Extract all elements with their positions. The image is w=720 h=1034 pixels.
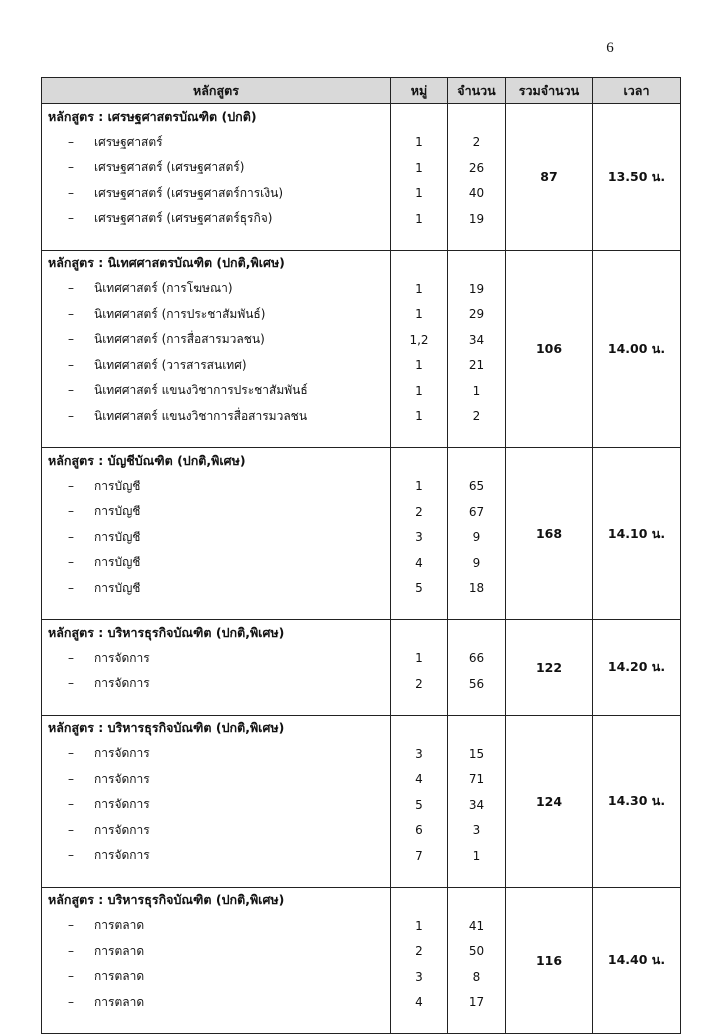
course-name: นิเทศศาสตร์ (การโฆษณา) [94, 281, 233, 296]
empty-cell [391, 620, 448, 646]
dash-bullet: – [68, 478, 74, 493]
count-cell: 15 [448, 741, 506, 767]
count-cell: 9 [448, 550, 506, 576]
count-cell: 19 [448, 276, 506, 302]
group-title-row [42, 250, 681, 276]
section-cell: 1 [391, 474, 448, 500]
section-cell: 2 [391, 499, 448, 525]
empty-cell [448, 448, 506, 474]
course-name: การจัดการ [94, 848, 150, 863]
section-cell: 1 [391, 302, 448, 328]
section-cell: 1 [391, 353, 448, 379]
dash-bullet: – [68, 504, 74, 519]
course-name: การตลาด [94, 943, 145, 958]
count-cell: 3 [448, 818, 506, 844]
course-cell [42, 671, 391, 697]
course-cell [42, 276, 391, 302]
section-cell: 1 [391, 378, 448, 404]
section-cell: 1 [391, 913, 448, 939]
empty-cell [391, 715, 448, 741]
dash-bullet: – [68, 134, 74, 149]
course-cell [42, 378, 391, 404]
dash-bullet: – [68, 994, 74, 1009]
course-name: การจัดการ [94, 797, 150, 812]
group-title-row [42, 715, 681, 741]
section-cell: 3 [391, 964, 448, 990]
count-cell: 2 [448, 130, 506, 156]
course-name: การบัญชี [94, 478, 141, 493]
section-cell: 4 [391, 990, 448, 1016]
course-cell [42, 499, 391, 525]
empty-cell [42, 697, 391, 716]
section-cell: 1 [391, 155, 448, 181]
count-cell: 19 [448, 206, 506, 232]
dash-bullet: – [68, 383, 74, 398]
count-cell: 21 [448, 353, 506, 379]
course-cell [42, 792, 391, 818]
dash-bullet: – [68, 185, 74, 200]
dash-bullet: – [68, 357, 74, 372]
course-name: การบัญชี [94, 555, 141, 570]
course-name: นิเทศศาสตร์ (การประชาสัมพันธ์) [94, 306, 266, 321]
group-title: หลักสูตร : นิเทศศาสตรบัณฑิต (ปกติ,พิเศษ) [42, 250, 391, 276]
course-cell [42, 353, 391, 379]
empty-cell [391, 250, 448, 276]
dash-bullet: – [68, 848, 74, 863]
header-section: หมู่ [391, 78, 448, 104]
count-cell: 50 [448, 939, 506, 965]
course-cell [42, 206, 391, 232]
course-name: นิเทศศาสตร์ (วารสารสนเทศ) [94, 357, 247, 372]
dash-bullet: – [68, 771, 74, 786]
dash-bullet: – [68, 211, 74, 226]
section-cell: 6 [391, 818, 448, 844]
group-title-row [42, 620, 681, 646]
table-body [42, 104, 681, 1034]
section-cell: 1 [391, 404, 448, 430]
empty-cell [391, 448, 448, 474]
section-cell: 7 [391, 843, 448, 869]
page-number: 6 [606, 40, 614, 56]
count-cell: 18 [448, 576, 506, 602]
dash-bullet: – [68, 555, 74, 570]
count-cell: 34 [448, 327, 506, 353]
course-cell [42, 741, 391, 767]
course-cell [42, 818, 391, 844]
course-name: การจัดการ [94, 822, 150, 837]
count-cell: 1 [448, 843, 506, 869]
header-total: รวมจำนวน [506, 78, 593, 104]
course-cell [42, 550, 391, 576]
count-cell: 1 [448, 378, 506, 404]
empty-cell [391, 601, 448, 620]
course-cell [42, 404, 391, 430]
count-cell: 9 [448, 525, 506, 551]
course-name: การจัดการ [94, 650, 150, 665]
empty-cell [391, 429, 448, 448]
empty-cell [448, 620, 506, 646]
course-name: การบัญชี [94, 504, 141, 519]
course-name: การบัญชี [94, 529, 141, 544]
count-cell: 17 [448, 990, 506, 1016]
empty-cell [391, 887, 448, 913]
course-cell [42, 913, 391, 939]
header-count: จำนวน [448, 78, 506, 104]
section-cell: 1 [391, 276, 448, 302]
empty-cell [42, 869, 391, 888]
course-name: นิเทศศาสตร์ แขนงวิชาการสื่อสารมวลชน [94, 408, 308, 423]
course-name: การจัดการ [94, 676, 150, 691]
group-title: หลักสูตร : บริหารธุรกิจบัณฑิต (ปกติ,พิเศษ) [42, 620, 391, 646]
section-cell: 1 [391, 206, 448, 232]
group-time: 14.10 น. [593, 448, 681, 620]
group-total: 106 [506, 250, 593, 448]
course-name: การจัดการ [94, 771, 150, 786]
dash-bullet: – [68, 408, 74, 423]
empty-cell [448, 250, 506, 276]
dash-bullet: – [68, 676, 74, 691]
group-total: 168 [506, 448, 593, 620]
empty-cell [448, 104, 506, 130]
count-cell: 41 [448, 913, 506, 939]
dash-bullet: – [68, 943, 74, 958]
dash-bullet: – [68, 332, 74, 347]
count-cell: 29 [448, 302, 506, 328]
group-time: 14.30 น. [593, 715, 681, 887]
section-cell: 4 [391, 767, 448, 793]
course-cell [42, 181, 391, 207]
schedule-table [41, 77, 681, 1034]
empty-cell [448, 697, 506, 716]
group-time: 14.00 น. [593, 250, 681, 448]
empty-cell [42, 429, 391, 448]
count-cell: 8 [448, 964, 506, 990]
count-cell: 40 [448, 181, 506, 207]
empty-cell [391, 869, 448, 888]
section-cell: 1 [391, 130, 448, 156]
course-cell [42, 843, 391, 869]
section-cell: 3 [391, 525, 448, 551]
empty-cell [448, 232, 506, 251]
group-title: หลักสูตร : บริหารธุรกิจบัณฑิต (ปกติ,พิเศษ) [42, 887, 391, 913]
dash-bullet: – [68, 529, 74, 544]
course-cell [42, 646, 391, 672]
course-name: นิเทศศาสตร์ (การสื่อสารมวลชน) [94, 332, 265, 347]
header-time: เวลา [593, 78, 681, 104]
group-title: หลักสูตร : เศรษฐศาสตรบัณฑิต (ปกติ) [42, 104, 391, 130]
group-total: 122 [506, 620, 593, 716]
dash-bullet: – [68, 969, 74, 984]
group-title-row [42, 104, 681, 130]
dash-bullet: – [68, 918, 74, 933]
dash-bullet: – [68, 797, 74, 812]
count-cell: 71 [448, 767, 506, 793]
course-cell [42, 327, 391, 353]
course-cell [42, 130, 391, 156]
empty-cell [42, 232, 391, 251]
course-cell [42, 525, 391, 551]
count-cell: 66 [448, 646, 506, 672]
empty-cell [391, 104, 448, 130]
count-cell: 34 [448, 792, 506, 818]
course-cell [42, 964, 391, 990]
course-name: นิเทศศาสตร์ แขนงวิชาการประชาสัมพันธ์ [94, 383, 308, 398]
dash-bullet: – [68, 746, 74, 761]
section-cell: 1 [391, 646, 448, 672]
group-time: 13.50 น. [593, 104, 681, 251]
empty-cell [448, 601, 506, 620]
group-title: หลักสูตร : บริหารธุรกิจบัณฑิต (ปกติ,พิเศษ) [42, 715, 391, 741]
section-cell: 5 [391, 792, 448, 818]
course-name: การตลาด [94, 918, 145, 933]
dash-bullet: – [68, 580, 74, 595]
course-name: การจัดการ [94, 746, 150, 761]
course-cell [42, 767, 391, 793]
dash-bullet: – [68, 281, 74, 296]
section-cell: 5 [391, 576, 448, 602]
dash-bullet: – [68, 160, 74, 175]
count-cell: 65 [448, 474, 506, 500]
group-total: 124 [506, 715, 593, 887]
course-name: การบัญชี [94, 580, 141, 595]
section-cell: 2 [391, 671, 448, 697]
course-name: การตลาด [94, 969, 145, 984]
course-name: เศรษฐศาสตร์ [94, 134, 163, 149]
empty-cell [448, 869, 506, 888]
group-title: หลักสูตร : บัญชีบัณฑิต (ปกติ,พิเศษ) [42, 448, 391, 474]
group-title-row [42, 887, 681, 913]
course-cell [42, 939, 391, 965]
course-name: เศรษฐศาสตร์ (เศรษฐศาสตร์) [94, 160, 245, 175]
count-cell: 26 [448, 155, 506, 181]
section-cell: 4 [391, 550, 448, 576]
dash-bullet: – [68, 822, 74, 837]
empty-cell [448, 715, 506, 741]
empty-cell [448, 887, 506, 913]
group-total: 87 [506, 104, 593, 251]
course-cell [42, 155, 391, 181]
header-course: หลักสูตร [42, 78, 391, 104]
empty-cell [42, 601, 391, 620]
group-time: 14.40 น. [593, 887, 681, 1034]
group-title-row [42, 448, 681, 474]
section-cell: 1,2 [391, 327, 448, 353]
count-cell: 56 [448, 671, 506, 697]
section-cell: 1 [391, 181, 448, 207]
dash-bullet: – [68, 650, 74, 665]
course-cell [42, 302, 391, 328]
table-header-row [42, 78, 681, 104]
section-cell: 3 [391, 741, 448, 767]
count-cell: 2 [448, 404, 506, 430]
course-name: เศรษฐศาสตร์ (เศรษฐศาสตร์ธุรกิจ) [94, 211, 273, 226]
course-name: การตลาด [94, 994, 145, 1009]
count-cell: 67 [448, 499, 506, 525]
group-time: 14.20 น. [593, 620, 681, 716]
course-cell [42, 576, 391, 602]
empty-cell [391, 232, 448, 251]
dash-bullet: – [68, 306, 74, 321]
course-cell [42, 990, 391, 1016]
course-name: เศรษฐศาสตร์ (เศรษฐศาสตร์การเงิน) [94, 185, 284, 200]
group-total: 116 [506, 887, 593, 1034]
section-cell: 2 [391, 939, 448, 965]
empty-cell [448, 429, 506, 448]
course-cell [42, 474, 391, 500]
empty-cell [391, 697, 448, 716]
